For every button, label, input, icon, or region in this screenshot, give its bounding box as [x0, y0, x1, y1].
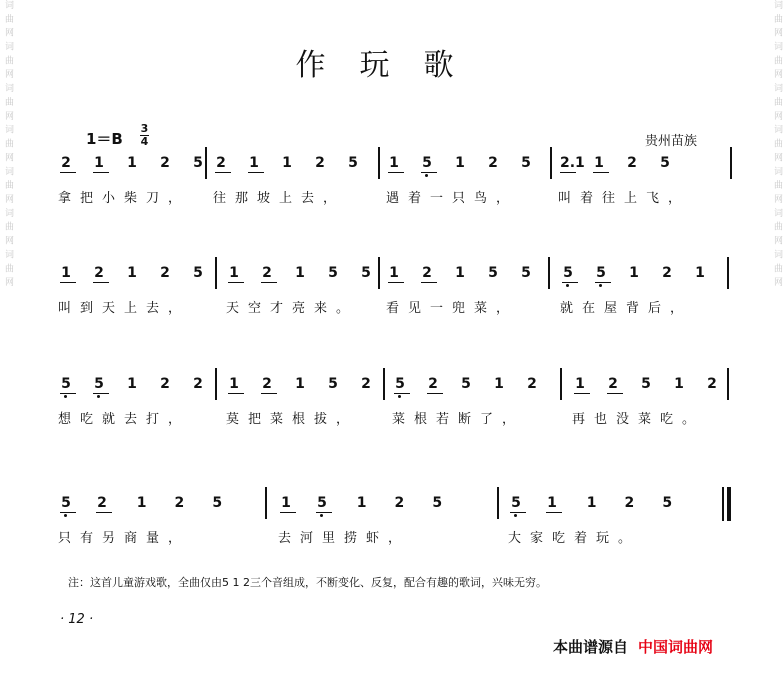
note: 1 [229, 376, 239, 392]
note: 2 [627, 155, 637, 171]
note: 2 [216, 155, 226, 171]
song-origin: 贵州苗族 [644, 134, 697, 149]
note: 1 [94, 155, 104, 171]
note: 2 [428, 376, 438, 392]
note: 2 [97, 495, 107, 511]
barline [215, 368, 217, 400]
note: 2 [262, 376, 272, 392]
note: 1 [295, 265, 305, 281]
note: 2 [160, 265, 170, 281]
note: 2 [160, 155, 170, 171]
lyric: 大家吃着玩。 [508, 531, 641, 546]
note: 1 [356, 495, 367, 511]
note: 5 [212, 495, 223, 511]
key-signature: 1＝B [86, 130, 123, 148]
barline [215, 257, 217, 289]
final-barline [722, 487, 729, 521]
left-watermark: 词 曲 网 词 曲 网 词 曲 网 词 曲 网 词 曲 网 词 曲 网 词 曲 网 [3, 0, 13, 288]
score-line [0, 147, 783, 217]
note: 1 [547, 495, 557, 511]
note: 2 [315, 155, 325, 171]
note: 5 [94, 376, 104, 392]
song-title: 作玩歌 [295, 48, 488, 83]
note: 1 [229, 265, 239, 281]
note: 5 [521, 155, 531, 171]
source-credit [553, 636, 713, 657]
note: 1 [61, 265, 71, 281]
note: 5 [662, 495, 673, 511]
note: 1 [594, 155, 604, 171]
barline [727, 368, 729, 400]
note: 5 [61, 376, 71, 392]
barline [560, 368, 562, 400]
note: 2 [193, 376, 203, 392]
note: 1 [695, 265, 705, 281]
note: 1 [282, 155, 292, 171]
time-numerator: 3 [140, 122, 149, 135]
note: 1 [127, 376, 137, 392]
note: 2 [262, 265, 272, 281]
barline [378, 147, 380, 179]
time-signature [140, 123, 149, 148]
score-line [0, 257, 783, 327]
lyric: 只有另商量， [58, 531, 191, 546]
note: 1 [295, 376, 305, 392]
note: 5 [521, 265, 531, 281]
note: 1 [455, 265, 465, 281]
note: 5 [461, 376, 471, 392]
barline [497, 487, 499, 519]
lyric: 遇着一只鸟， [386, 191, 519, 206]
lyric: 再也没菜吃。 [572, 412, 705, 427]
lyric: 莫把菜根拔， [226, 412, 359, 427]
lyric: 天空才亮来。 [226, 301, 359, 316]
note: 5 [488, 265, 498, 281]
note: 2 [527, 376, 537, 392]
note: 5 [596, 265, 606, 281]
lyric: 就在屋背后， [560, 301, 693, 316]
note: 5 [61, 495, 71, 511]
footnote: 注：这首儿童游戏歌，全曲仅由5 1 2三个音组成，不断变化、反复，配合有趣的歌词，兴味无穷。 [68, 576, 547, 589]
page-number: · 12 · [60, 612, 94, 627]
barline [548, 257, 550, 289]
barline [550, 147, 552, 179]
lyric: 菜根若断了， [392, 412, 525, 427]
note: 5 [641, 376, 651, 392]
note: 1 [127, 265, 137, 281]
note: 5 [361, 265, 371, 281]
note: 1 [586, 495, 597, 511]
note: 2 [94, 265, 104, 281]
note: 2 [662, 265, 672, 281]
barline [265, 487, 267, 519]
right-watermark: 词 曲 网 词 曲 网 词 曲 网 词 曲 网 词 曲 网 词 曲 网 词 曲 网 [772, 0, 782, 288]
note: 1 [127, 155, 137, 171]
source-label: 本曲谱源自 [553, 638, 629, 656]
note: 2 [61, 155, 71, 171]
source-site-link[interactable]: 中国词曲网 [638, 638, 714, 656]
note: 2 [608, 376, 618, 392]
note: 5 [432, 495, 443, 511]
time-denominator: 4 [140, 135, 149, 148]
note: 5 [328, 376, 338, 392]
note: 2 [624, 495, 635, 511]
note: 2 [160, 376, 170, 392]
barline [727, 257, 729, 289]
note: 1 [494, 376, 504, 392]
note: 5 [193, 265, 203, 281]
note: 5 [328, 265, 338, 281]
barline [730, 147, 732, 179]
note: 1 [674, 376, 684, 392]
note: 5 [511, 495, 521, 511]
barline [378, 257, 380, 289]
lyric: 看见一兜菜， [386, 301, 519, 316]
score-line [0, 487, 783, 557]
lyric: 叫着往上飞， [558, 191, 691, 206]
note: 5 [395, 376, 405, 392]
lyric: 叫到天上去， [58, 301, 191, 316]
lyric: 拿把小柴刀， [58, 191, 191, 206]
note: 1 [136, 495, 147, 511]
note: 5 [660, 155, 670, 171]
note: 1 [389, 265, 399, 281]
note: 5 [348, 155, 358, 171]
note: 1 [629, 265, 639, 281]
barline [205, 147, 207, 179]
note: 5 [193, 155, 203, 171]
note: 5 [563, 265, 573, 281]
note: 1 [249, 155, 259, 171]
note: 2 [707, 376, 717, 392]
note: 2 [174, 495, 185, 511]
note: 2 [394, 495, 405, 511]
lyric: 去河里捞虾， [278, 531, 411, 546]
lyric: 往那坡上去， [213, 191, 346, 206]
note: 5 [422, 155, 432, 171]
note: 1 [455, 155, 465, 171]
note: 2 [422, 265, 432, 281]
note: 1 [281, 495, 291, 511]
lyric: 想吃就去打， [58, 412, 191, 427]
note: 2.1 [560, 155, 585, 171]
score-line [0, 368, 783, 438]
note: 5 [317, 495, 327, 511]
note: 2 [361, 376, 371, 392]
barline [383, 368, 385, 400]
note: 2 [488, 155, 498, 171]
note: 1 [389, 155, 399, 171]
note: 1 [575, 376, 585, 392]
